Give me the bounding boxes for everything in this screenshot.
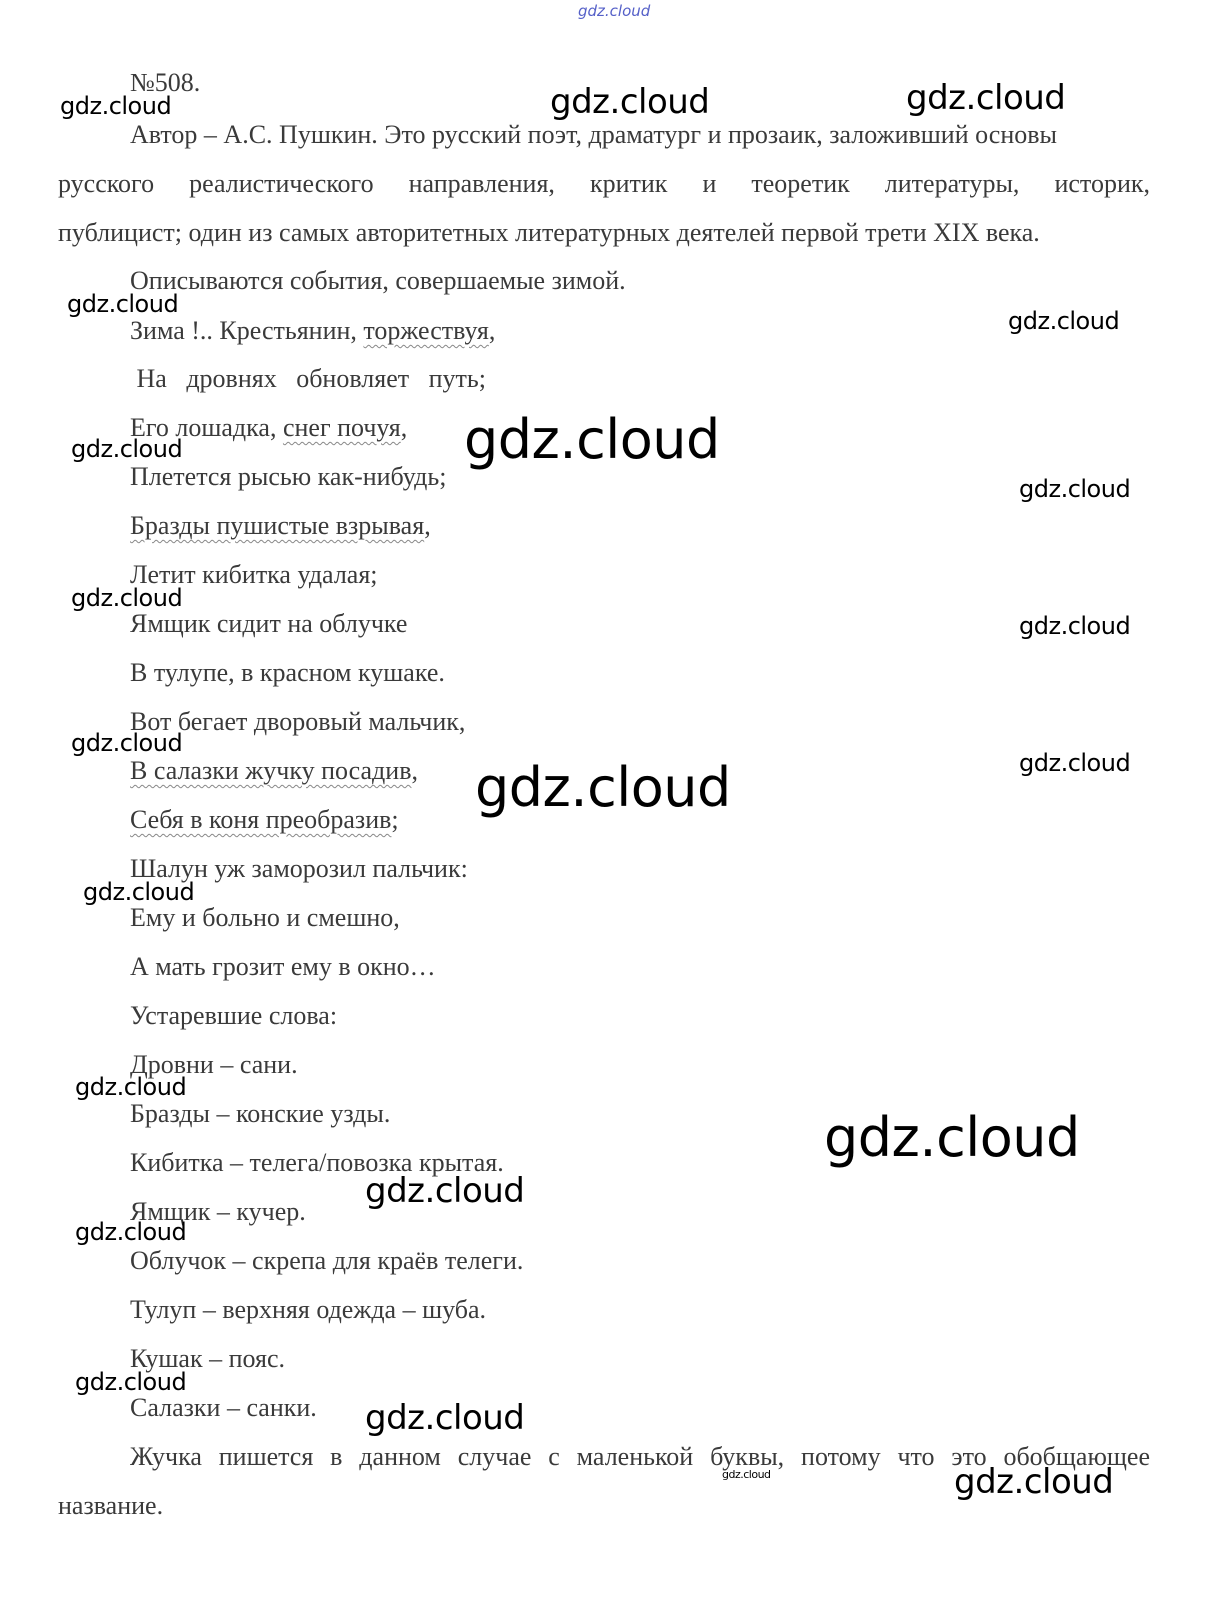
glossary-item: Дровни – сани. bbox=[130, 1050, 298, 1079]
glossary-item: Салазки – санки. bbox=[130, 1393, 317, 1422]
intro-line-1: Автор – А.С. Пушкин. Это русский поэт, драматург и прозаик, заложивший основы bbox=[130, 120, 1057, 149]
watermark: gdz.cloud bbox=[71, 435, 183, 463]
watermark: gdz.cloud bbox=[954, 1462, 1114, 1502]
watermark: gdz.cloud bbox=[906, 78, 1066, 118]
conclusion-line-1: Жучка пишется в данном случае с маленькой буквы, потому что это обобщающее bbox=[130, 1442, 1150, 1471]
poem-line-5: Бразды пушистые взрывая, bbox=[130, 511, 431, 540]
poem-line-11: Себя в коня преобразив; bbox=[130, 805, 399, 834]
poem-line-6: Летит кибитка удалая; bbox=[130, 560, 378, 589]
underlined-phrase: В салазки жучку посадив bbox=[130, 756, 412, 785]
glossary-item: Облучок – скрепа для краёв телеги. bbox=[130, 1246, 524, 1275]
underlined-phrase: Себя в коня преобразив bbox=[130, 805, 392, 834]
poem-line-7: Ямщик сидит на облучке bbox=[130, 609, 408, 638]
poem-line-8: В тулупе, в красном кушаке. bbox=[130, 658, 445, 687]
watermark: gdz.cloud bbox=[83, 878, 195, 906]
glossary-item: Тулуп – верхняя одежда – шуба. bbox=[130, 1295, 487, 1324]
watermark: gdz.cloud bbox=[1019, 475, 1131, 503]
glossary-heading: Устаревшие слова: bbox=[130, 1001, 338, 1030]
exercise-number: №508. bbox=[130, 68, 201, 97]
watermark: gdz.cloud bbox=[75, 1073, 187, 1101]
poem-line-13: Ему и больно и смешно, bbox=[130, 903, 400, 932]
watermark: gdz.cloud bbox=[71, 729, 183, 757]
conclusion-line-2: название. bbox=[58, 1491, 164, 1520]
underlined-phrase: Бразды пушистые взрывая bbox=[130, 511, 425, 540]
watermark: gdz.cloud bbox=[365, 1398, 525, 1438]
poem-line-14: А мать грозит ему в окно… bbox=[130, 952, 436, 981]
watermark: gdz.cloud bbox=[475, 756, 731, 819]
watermark: gdz.cloud bbox=[550, 82, 710, 122]
events-line: Описываются события, совершаемые зимой. bbox=[130, 266, 626, 295]
poem-line-10: В салазки жучку посадив, bbox=[130, 756, 418, 785]
watermark: gdz.cloud bbox=[1019, 749, 1131, 777]
watermark: gdz.cloud bbox=[75, 1368, 187, 1396]
glossary-item: Ямщик – кучер. bbox=[130, 1197, 306, 1226]
poem-line-2: На дровнях обновляет путь; bbox=[130, 364, 486, 393]
watermark: gdz.cloud bbox=[60, 92, 172, 120]
poem-line-1: Зима !.. Крестьянин, торжествуя, bbox=[130, 316, 496, 345]
watermark: gdz.cloud bbox=[1019, 612, 1131, 640]
watermark: gdz.cloud bbox=[67, 290, 179, 318]
poem-line-12: Шалун уж заморозил пальчик: bbox=[130, 854, 468, 883]
poem-line-3: Его лошадка, снег почуя, bbox=[130, 413, 408, 442]
intro-line-3: публицист; один из самых авторитетных литературных деятелей первой трети XIX века. bbox=[58, 218, 1040, 247]
watermark: gdz.cloud bbox=[71, 584, 183, 612]
glossary-item: Бразды – конские узды. bbox=[130, 1099, 391, 1128]
watermark: gdz.cloud bbox=[1008, 307, 1120, 335]
watermark: gdz.cloud bbox=[75, 1218, 187, 1246]
poem-line-9: Вот бегает дворовый мальчик, bbox=[130, 707, 466, 736]
poem-line-4: Плетется рысью как-нибудь; bbox=[130, 462, 447, 491]
glossary-item: Кибитка – телега/повозка крытая. bbox=[130, 1148, 504, 1177]
underlined-phrase: торжествуя bbox=[363, 316, 489, 345]
header-watermark: gdz.cloud bbox=[578, 2, 651, 20]
watermark: gdz.cloud bbox=[722, 1468, 771, 1481]
glossary-item: Кушак – пояс. bbox=[130, 1344, 285, 1373]
watermark: gdz.cloud bbox=[824, 1106, 1080, 1169]
underlined-phrase: снег почуя bbox=[282, 413, 401, 442]
watermark: gdz.cloud bbox=[464, 408, 720, 471]
intro-line-2: русского реалистического направления, критик и теоретик литературы, историк, bbox=[58, 169, 1150, 198]
watermark: gdz.cloud bbox=[365, 1171, 525, 1211]
